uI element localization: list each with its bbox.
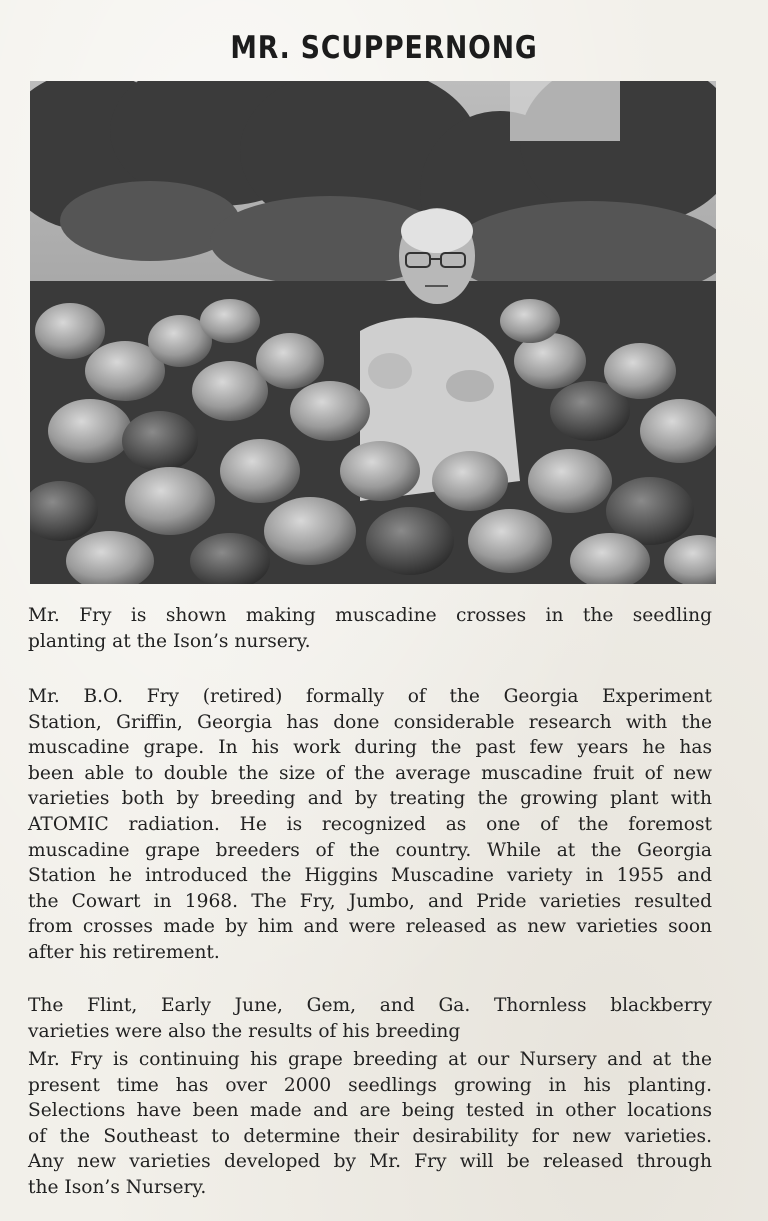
text-line: muscadine grape. In his work during the past few years he has — [28, 737, 712, 759]
caption-paragraph — [28, 603, 712, 654]
body-paragraph-blackberry — [28, 993, 712, 1044]
body-paragraph-research — [28, 684, 712, 966]
text-line: Mr. B.O. Fry (retired) formally of the Georgia Experiment — [28, 686, 712, 707]
text-line: after his retirement. — [28, 941, 220, 963]
text-line: been able to double the size of the average muscadine fruit of new — [28, 762, 712, 784]
body-paragraph-continuing — [28, 1047, 712, 1201]
text-line: Station he introduced the Higgins Muscadine variety in 1955 and — [28, 865, 712, 887]
text-line: Mr. Fry is continuing his grape breeding at our Nursery and at the — [28, 1049, 712, 1070]
text-line: Any new varieties developed by Mr. Fry will be released through — [28, 1151, 712, 1173]
text-line: the Ison’s Nursery. — [28, 1176, 207, 1198]
text-line: varieties were also the results of his breeding — [28, 1020, 461, 1042]
photo-man-in-vines — [30, 81, 716, 584]
text-line: from crosses made by him and were released as new varieties soon — [28, 916, 712, 938]
text-line: of the Southeast to determine their desirability for new varieties. — [28, 1125, 712, 1147]
text-line: Selections have been made and are being tested in other locations — [28, 1100, 712, 1122]
text-line: Mr. Fry is shown making muscadine crosses in the seedling — [28, 605, 712, 626]
text-line: varieties both by breeding and by treating the growing plant with — [28, 788, 712, 810]
text-line: the Cowart in 1968. The Fry, Jumbo, and Pride varieties resulted — [28, 890, 712, 912]
text-line: Station, Griffin, Georgia has done considerable research with the — [28, 711, 712, 733]
page-title: MR. SCUPPERNONG — [230, 30, 538, 66]
text-line: planting at the Ison’s nursery. — [28, 630, 311, 652]
text-line: ATOMIC radiation. He is recognized as one of the foremost — [28, 813, 712, 835]
text-line: muscadine grape breeders of the country. While at the Georgia — [28, 839, 712, 861]
text-line: The Flint, Early June, Gem, and Ga. Thornless blackberry — [28, 995, 712, 1016]
text-line: present time has over 2000 seedlings growing in his planting. — [28, 1074, 712, 1096]
